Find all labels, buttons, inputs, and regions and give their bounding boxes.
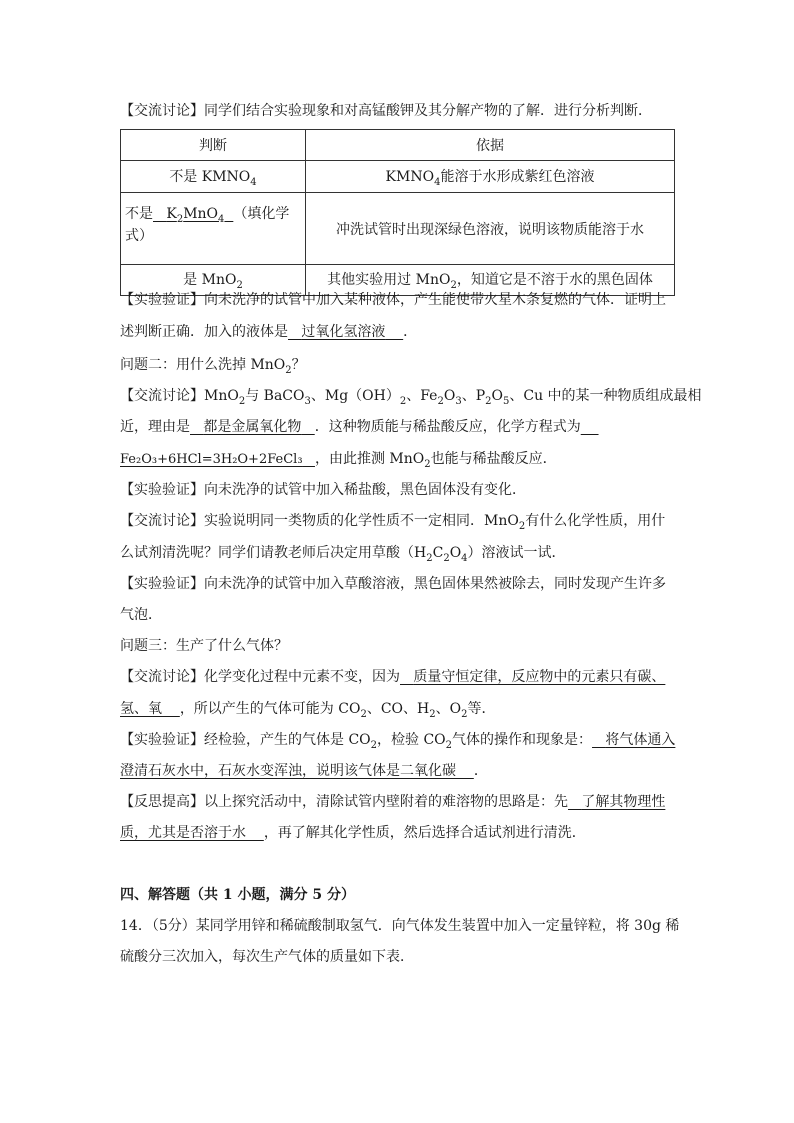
discussion-paragraph-2c: Fe₂O₃+6HCl=3H₂O+2FeCl₃ ，由此推测 MnO$_2$也能与稀盐酸反应． bbox=[120, 451, 557, 470]
section-heading: 四、解答题（共 1 小题，满分 5 分） bbox=[120, 887, 355, 903]
question-three: 问题三：生产了什么气体？ bbox=[120, 638, 288, 654]
reflection-paragraph-b: 质，尤其是否溶于水 ，再了解其化学性质，然后选择合适试剂进行清洗． bbox=[120, 825, 586, 841]
table-row bbox=[121, 161, 675, 193]
question-14-line-2: 硫酸分三次加入，每次生产气体的质量如下表． bbox=[120, 949, 414, 965]
reflection-paragraph-a: 【反思提高】以上探究活动中，清除试管内壁附着的难溶物的思路是：先 了解其物理性 bbox=[120, 794, 666, 810]
answer-blank: 将气体通入 bbox=[605, 732, 676, 748]
table-row bbox=[121, 193, 675, 265]
verification-paragraph-4a: 【实验验证】经检验，产生的气体是 $CO_2$，检验 $CO_2$气体的操作和现象是： 将气体通入 bbox=[120, 732, 676, 751]
answer-blank: 了解其物理性 bbox=[581, 794, 666, 810]
verification-paragraph-3b: 气泡． bbox=[120, 607, 162, 623]
table-cell: 不是 $KMNO_4$ bbox=[121, 161, 306, 193]
question-14-line-1: 14．（5分）某同学用锌和稀硫酸制取氢气．向气体发生装置中加入一定量锌粒，将 30g 稀 bbox=[120, 918, 680, 934]
answer-blank: 质，尤其是否溶于水 bbox=[120, 825, 246, 841]
discussion-paragraph-3a: 【交流讨论】实验说明同一类物质的化学性质不一定相同．MnO$_2$有什么化学性质，用什 bbox=[120, 513, 666, 532]
table-cell: 是 MnO$_2$ bbox=[121, 265, 306, 296]
discussion-paragraph-1: 【交流讨论】同学们结合实验现象和对高锰酸钾及其分解产物的了解．进行分析判断． bbox=[120, 103, 652, 119]
table-cell: 不是 $K_2MnO_4$ （填化学式） bbox=[121, 193, 306, 265]
verification-paragraph-1a: 【实验验证】向未洗净的试管中加入某种液体，产生能使带火星木条复燃的气体．证明上 bbox=[120, 292, 666, 308]
discussion-paragraph-4a: 【交流讨论】化学变化过程中元素不变，因为 质量守恒定律，反应物中的元素只有碳、 bbox=[120, 669, 666, 685]
discussion-paragraph-2b: 近，理由是 都是金属氧化物 ．这种物质能与稀盐酸反应，化学方程式为 bbox=[120, 419, 581, 435]
answer-blank: 过氧化氢溶液 bbox=[301, 324, 386, 340]
discussion-paragraph-4b: 氢、氧 ，所以产生的气体可能为 $CO_2$、CO、$H_2$、$O_2$等． bbox=[120, 701, 496, 720]
verification-paragraph-3a: 【实验验证】向未洗净的试管中加入草酸溶液，黑色固体果然被除去，同时发现产生许多 bbox=[120, 576, 666, 592]
table-header-basis: 依据 bbox=[306, 130, 675, 161]
discussion-paragraph-3b: 么试剂清洗呢？同学们请教老师后决定用草酸$(H_2C_2O_4)$溶液试一试． bbox=[120, 545, 566, 564]
table-cell: $KMNO_4$能溶于水形成紫红色溶液 bbox=[306, 161, 675, 193]
answer-blank: 都是金属氧化物 bbox=[203, 419, 302, 435]
answer-blank: 澄清石灰水中，石灰水变浑浊，说明该气体是二氧化碳 bbox=[120, 763, 456, 779]
table-header-judgement: 判断 bbox=[121, 130, 306, 161]
discussion-paragraph-2a: 【交流讨论】MnO$_2$与 BaCO$_3$、$Mg(OH)_2$、$Fe_2O_3$、$P_2O_5$、Cu 中的某一种物质组成最相 bbox=[120, 388, 702, 407]
answer-blank: Fe₂O₃+6HCl=3H₂O+2FeCl₃ bbox=[120, 452, 303, 467]
judgement-table bbox=[120, 129, 675, 296]
verification-paragraph-4b: 澄清石灰水中，石灰水变浑浊，说明该气体是二氧化碳 ． bbox=[120, 763, 488, 779]
question-two: 问题二：用什么洗掉 MnO$_2$？ bbox=[120, 357, 306, 376]
verification-paragraph-2: 【实验验证】向未洗净的试管中加入稀盐酸，黑色固体没有变化． bbox=[120, 482, 526, 498]
answer-blank: 质量守恒定律，反应物中的元素只有碳、 bbox=[413, 669, 666, 685]
table-cell: 冲洗试管时出现深绿色溶液，说明该物质能溶于水 bbox=[306, 193, 675, 265]
verification-paragraph-1b: 述判断正确．加入的液体是 过氧化氢溶液 ． bbox=[120, 324, 418, 340]
table-cell: 其他实验用过 MnO$_2$，知道它是不溶于水的黑色固体 bbox=[306, 265, 675, 296]
answer-blank: 氢、氧 bbox=[120, 701, 162, 717]
